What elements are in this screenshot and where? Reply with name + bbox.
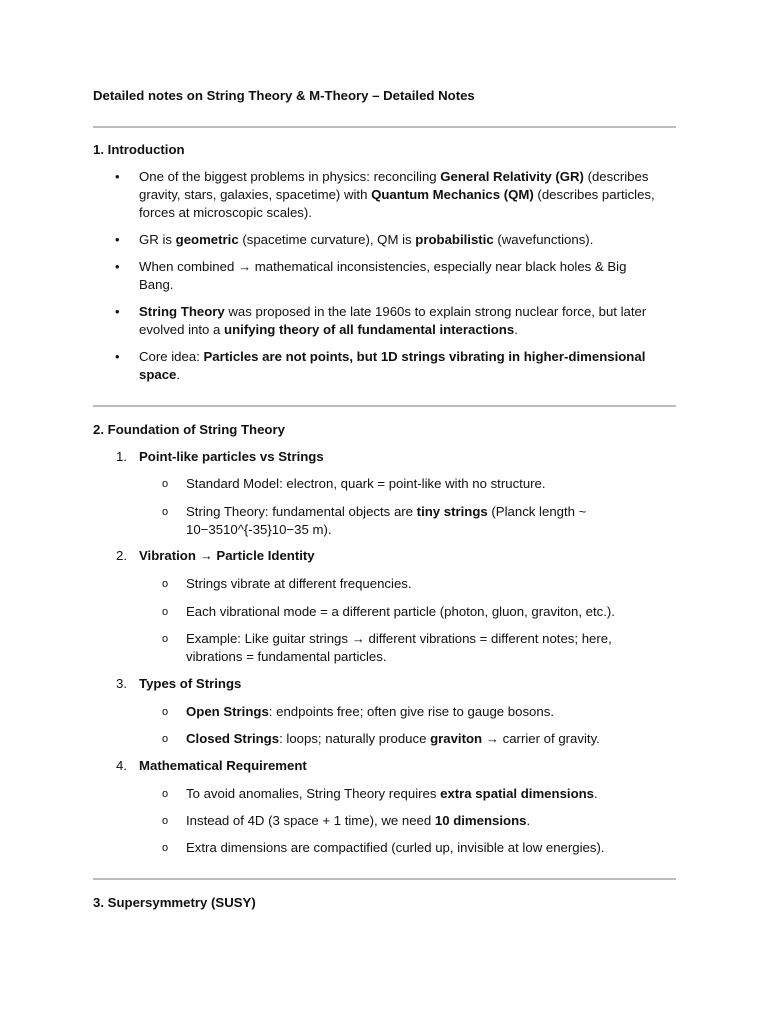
list-item: Each vibrational mode = a different particle (photon, gluon, graviton, etc.). xyxy=(186,604,615,619)
sub-bullet-marker: o xyxy=(162,733,169,745)
sub-bullet-marker: o xyxy=(162,788,169,800)
list-item: Strings vibrate at different frequencies. xyxy=(186,576,412,591)
sub-bullet-marker: o xyxy=(162,706,169,718)
document-title: Detailed notes on String Theory & M-Theory – Detailed Notes xyxy=(93,88,475,103)
sub-bullet-marker: o xyxy=(162,606,169,618)
bullet-marker: • xyxy=(115,232,120,247)
sub-bullet-marker: o xyxy=(162,633,169,645)
subsection-title: Mathematical Requirement xyxy=(139,758,307,773)
list-number: 1. xyxy=(116,449,127,464)
list-item: String Theory was proposed in the late 1960s to explain strong nuclear force, but later evolved into a unifying theory of all fundamental interactions. xyxy=(139,304,647,337)
list-item: Open Strings: endpoints free; often give rise to gauge bosons. xyxy=(186,704,554,719)
list-number: 2. xyxy=(116,548,127,563)
bullet-marker: • xyxy=(115,259,120,274)
list-item: One of the biggest problems in physics: reconciling General Relativity (GR) (describes gravity, stars, galaxies, spacetime) with Quantum Mechanics (QM) (describes particles, forces at microscopic scales). xyxy=(139,169,655,220)
list-item: To avoid anomalies, String Theory requires extra spatial dimensions. xyxy=(186,786,598,801)
divider-2 xyxy=(93,405,676,407)
list-item: Core idea: Particles are not points, but 1D strings vibrating in higher-dimensional space. xyxy=(139,349,646,382)
list-item: GR is geometric (spacetime curvature), QM is probabilistic (wavefunctions). xyxy=(139,232,594,247)
subsection-title: Types of Strings xyxy=(139,676,242,691)
list-item: Standard Model: electron, quark = point-like with no structure. xyxy=(186,476,546,491)
list-number: 4. xyxy=(116,758,127,773)
section-heading-introduction: 1. Introduction xyxy=(93,142,185,157)
divider-3 xyxy=(93,878,676,880)
list-item: Example: Like guitar strings → different vibrations = different notes; here, vibrations = fundamental particles. xyxy=(186,631,612,664)
bullet-marker: • xyxy=(115,169,120,184)
section-heading-foundation: 2. Foundation of String Theory xyxy=(93,422,285,437)
section-heading-supersymmetry: 3. Supersymmetry (SUSY) xyxy=(93,895,256,910)
list-item: String Theory: fundamental objects are tiny strings (Planck length ~ 10−3510^{-35}10−35 m). xyxy=(186,504,587,537)
bullet-marker: • xyxy=(115,349,120,364)
sub-bullet-marker: o xyxy=(162,578,169,590)
list-item: Instead of 4D (3 space + 1 time), we need 10 dimensions. xyxy=(186,813,531,828)
sub-bullet-marker: o xyxy=(162,815,169,827)
subsection-title: Vibration → Particle Identity xyxy=(139,548,315,563)
list-item: Extra dimensions are compactified (curled up, invisible at low energies). xyxy=(186,840,605,855)
list-item: When combined → mathematical inconsistencies, especially near black holes & Big Bang. xyxy=(139,259,627,292)
sub-bullet-marker: o xyxy=(162,842,169,854)
sub-bullet-marker: o xyxy=(162,506,169,518)
list-item: Closed Strings: loops; naturally produce graviton → carrier of gravity. xyxy=(186,731,600,746)
bullet-marker: • xyxy=(115,304,120,319)
sub-bullet-marker: o xyxy=(162,478,169,490)
subsection-title: Point-like particles vs Strings xyxy=(139,449,324,464)
list-number: 3. xyxy=(116,676,127,691)
divider-1 xyxy=(93,126,676,128)
